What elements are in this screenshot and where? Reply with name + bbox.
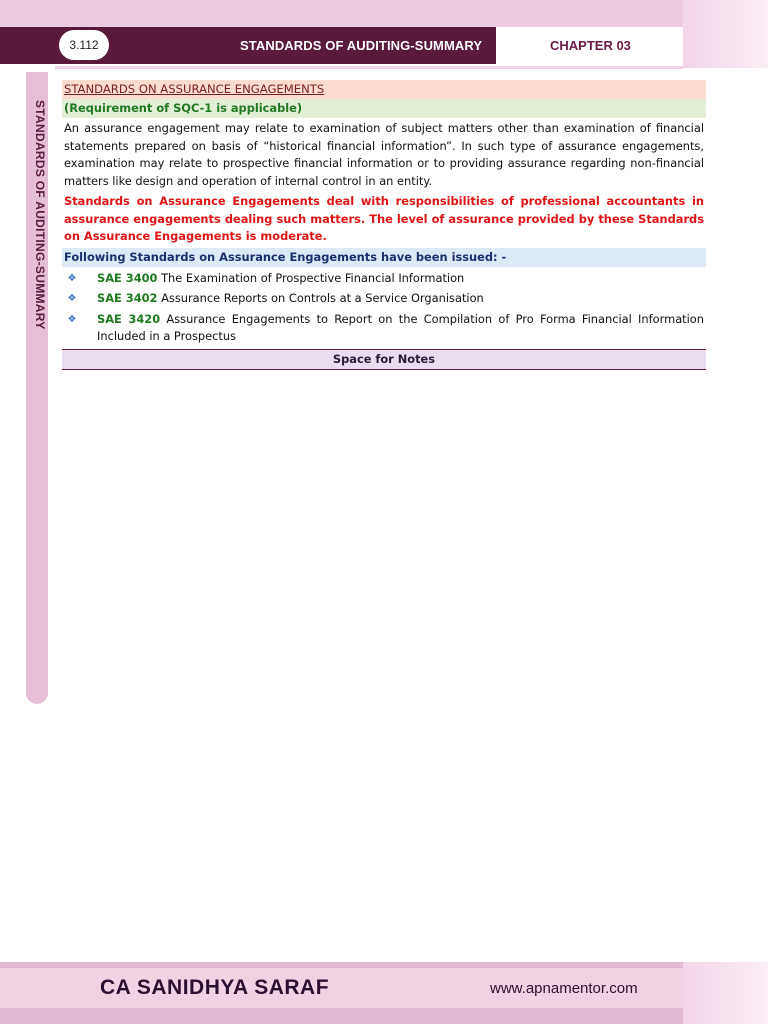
side-vertical-title: STANDARDS OF AUDITING-SUMMARY: [33, 100, 47, 330]
highlight-paragraph: Standards on Assurance Engagements deal with responsibilities of professional accountants in assurance engagements dealing such matters. The level of assurance provided by these Standards on Assurance Engagements is moderate.: [64, 194, 704, 243]
issued-heading: Following Standards on Assurance Engagements have been issued: -: [62, 248, 706, 267]
section-title: STANDARDS ON ASSURANCE ENGAGEMENTS: [62, 80, 706, 99]
sae-text: Assurance Engagements to Report on the Compilation of Pro Forma Financial Information Included in a Prospectus: [97, 311, 704, 343]
diamond-bullet-icon: ❖: [67, 313, 77, 325]
top-corner-tab: [683, 0, 768, 68]
requirement-note: (Requirement of SQC-1 is applicable): [62, 99, 706, 118]
sae-text: Assurance Reports on Controls at a Service Organisation: [161, 291, 484, 305]
diamond-bullet-icon: ❖: [67, 293, 77, 304]
sae-code: SAE 3400: [97, 270, 158, 285]
header-title: STANDARDS OF AUDITING-SUMMARY: [240, 38, 483, 53]
top-decorative-band: [0, 0, 683, 27]
footer-author-name: CA SANIDHYA SARAF: [100, 976, 330, 999]
sae-list: [62, 270, 706, 346]
footer-website-link[interactable]: www.apnamentor.com: [490, 979, 638, 997]
sae-code: SAE 3402: [97, 291, 158, 305]
footer-corner-tab: [683, 962, 768, 1024]
list-item: [62, 311, 706, 346]
intro-paragraph: An assurance engagement may relate to examination of subject matters other than examination of financial statements prepared on basis of “historical financial information”. In such type of assurance engagements, examination may relate to prospective financial information or to providing assurance regarding non-financial matters like design and operation of internal control in an entity.: [64, 121, 704, 188]
diamond-bullet-icon: ❖: [67, 272, 77, 284]
chapter-label: CHAPTER 03: [550, 38, 631, 53]
notes-header: Space for Notes: [62, 349, 706, 370]
page-number: 3.112: [59, 30, 109, 60]
sae-code: SAE 3420: [97, 311, 161, 326]
header-divider: [55, 66, 683, 69]
list-item: [62, 270, 706, 288]
list-item: [62, 290, 706, 308]
sae-text: The Examination of Prospective Financial Information: [161, 270, 465, 285]
main-content: [62, 80, 706, 370]
